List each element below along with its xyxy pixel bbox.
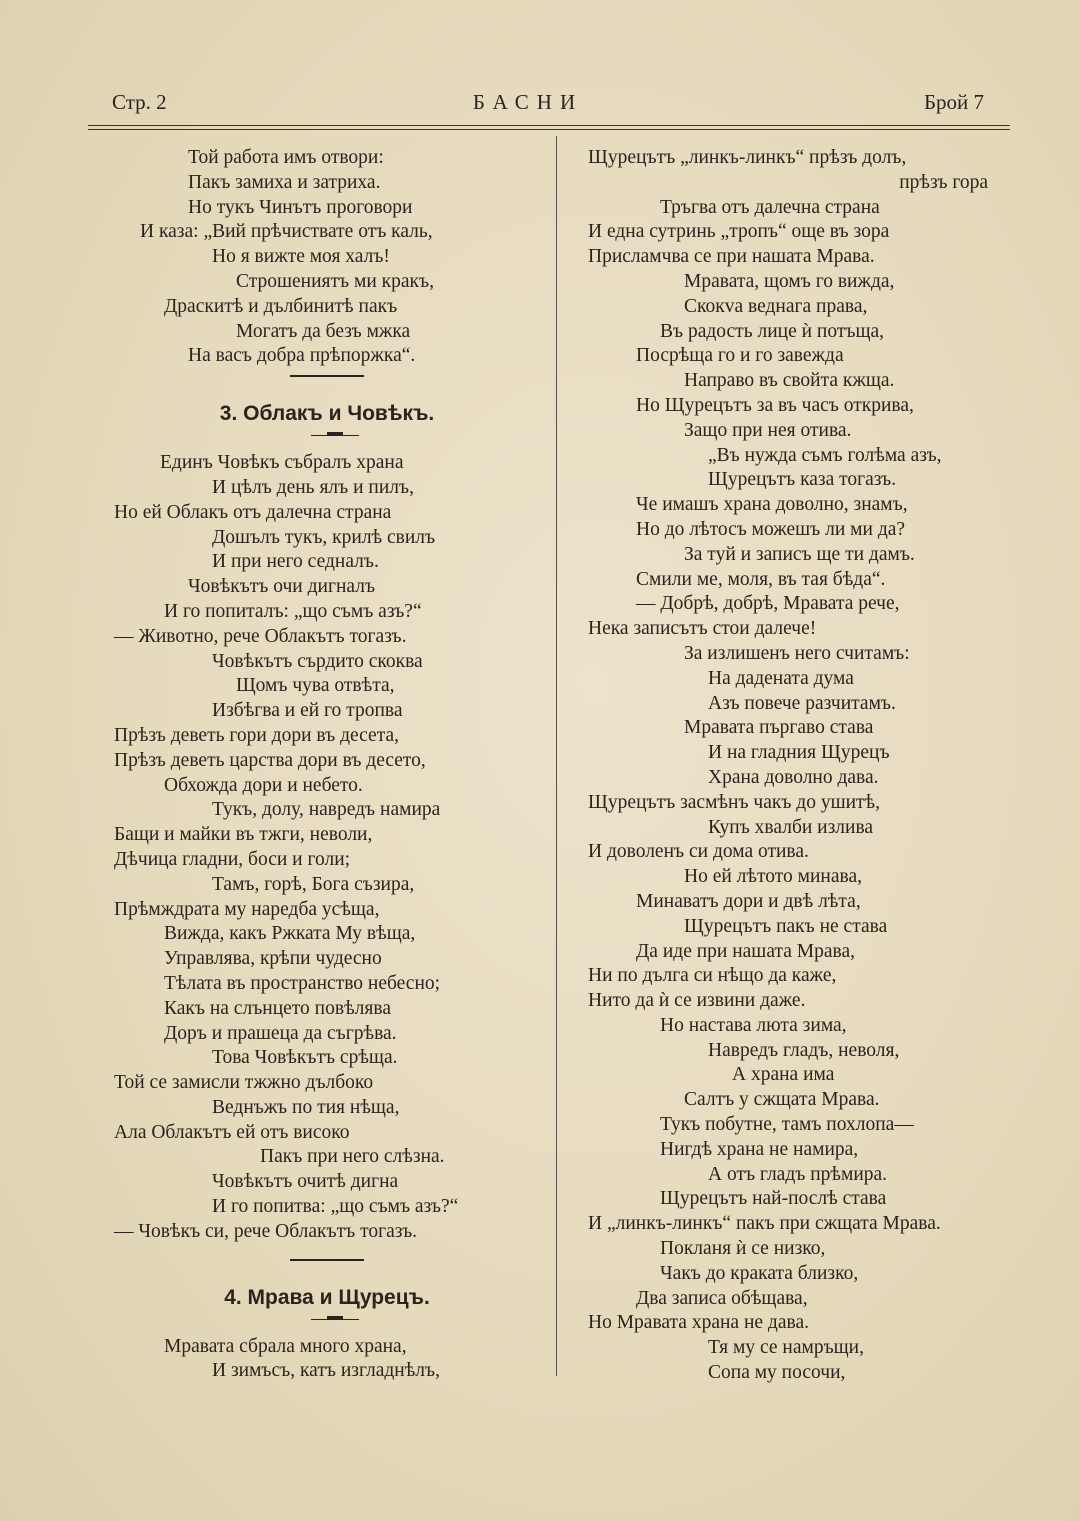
title-ornament [112,429,542,451]
poem-3-text [112,451,542,1245]
verse-line: Минаватъ дори и двѣ лѣта, [636,890,861,912]
verse-line: Обхожда дори и небето. [164,774,363,796]
page-header [112,90,984,122]
verse-line: Че имашъ храна доволно, знамъ, [636,494,908,516]
verse-line: Купъ хвалби излива [708,816,874,838]
verse-line: Нито да ѝ се извини даже. [588,990,806,1012]
verse-line: И при него седналъ. [212,551,379,573]
verse-line: — Човѣкъ си, рече Облакътъ тогазъ. [114,1220,418,1242]
verse-line: Нека записътъ стои далече! [588,618,817,640]
verse-line: Щурецътъ пакъ не става [684,915,888,937]
verse-line: Пакъ замиха и затриха. [188,171,381,193]
verse-line: Човѣкътъ очитѣ дигна [212,1171,399,1193]
verse-line: Тукъ, долу, навредъ намира [212,799,441,821]
verse-line: Два записа обѣщава, [636,1287,808,1309]
column-divider [556,136,557,1376]
verse-line: Драскитѣ и дълбинитѣ пакъ [164,295,398,317]
verse-line: Да иде при нашата Мрава, [636,940,855,962]
verse-line: Смили ме, моля, въ тая бѣда“. [636,568,886,590]
verse-line: Но до лѣтосъ можешъ ли ми да? [636,518,906,540]
section-separator [290,1259,364,1283]
verse-line: Сопа му посочи, [708,1362,846,1384]
verse-line: Той работа имъ отвори: [188,147,384,168]
verse-line: И зимъсъ, катъ изгладнѣлъ, [212,1360,440,1382]
verse-line: Щомъ чува отвѣта, [236,675,395,697]
verse-line: Посрѣща го и го завежда [636,345,844,367]
verse-line: Човѣкътъ сърдито скоква [212,650,423,672]
verse-line: Но Мравата храна не дава. [588,1312,809,1334]
right-column [588,146,988,1386]
verse-line: Вижда, какъ Ржката Му вѣща, [164,923,416,945]
verse-line: Но настава люта зима, [660,1014,847,1036]
verse-line: Щурецътъ най-послѣ става [660,1188,887,1210]
verse-line: Дѣчица гладни, боси и голи; [114,848,351,870]
verse-line: Прѣмждрата му наредба усѣща, [114,898,380,920]
verse-line: Навредъ гладъ, неволя, [708,1039,900,1061]
section-separator [290,375,364,399]
verse-line: Дошълъ тукъ, крилѣ свилъ [212,526,436,548]
issue-number: Брой 7 [923,90,984,114]
poem-4-text [588,146,988,1386]
verse-line: За туй и записъ ще ти дамъ. [684,543,915,565]
verse-line: Щурецътъ „линкъ-линкъ“ прѣзъ долъ, [588,147,907,168]
verse-line: Въ радость лице ѝ потъща, [660,320,884,342]
verse-line: Строшениятъ ми кракъ, [236,270,434,292]
verse-line: И доволенъ си дома отива. [588,841,809,863]
verse-line: Какъ на слънцето повѣлява [164,997,391,1019]
verse-line: Тукъ побутне, тамъ похлопа— [660,1114,914,1136]
verse-line: Мравата, щомъ го вижда, [684,270,895,292]
verse-line: Чакъ до краката близко, [660,1262,859,1284]
verse-line: На дадената дума [708,667,854,689]
verse-line: Щурецътъ засмѣнъ чакъ до ушитѣ, [588,791,881,813]
left-column [112,146,542,1384]
verse-line: Салтъ у сжщата Мрава. [684,1089,880,1111]
verse-line: Мравата пъргаво става [684,717,874,739]
verse-line: — Добрѣ, добрѣ, Мравата рече, [636,593,900,615]
verse-line: Азъ повече разчитамъ. [708,692,896,714]
verse-line: Присламчва се при нашата Мрава. [588,246,875,268]
header-rule [88,129,1010,130]
verse-line: А отъ гладъ прѣмира. [708,1163,888,1185]
verse-line: „Въ нужда съмъ голѣма азъ, [708,444,942,466]
poem-4-text-start [112,1335,542,1385]
verse-line: Скокva веднага права, [684,295,868,317]
verse-line: прѣзъ гора [899,171,988,193]
verse-line: Бащи и майки въ тжги, неволи, [114,824,373,846]
verse-line: Единъ Човѣкъ събралъ храна [160,452,404,474]
verse-line: Покланя ѝ се низко, [660,1238,826,1260]
verse-line: И го попитва: „що съмъ азъ?“ [212,1196,459,1218]
verse-line: И каза: „Вий прѣчиствате отъ каль, [140,221,433,243]
verse-line: Щурецътъ каза тогазъ. [708,469,897,491]
verse-line: Избѣгва и ей го тропва [212,700,403,722]
verse-line: Човѣкътъ очи дигналъ [188,576,376,598]
verse-line: Прѣзъ деветь гори дори въ десета, [114,724,399,746]
header-rule [88,125,1010,126]
verse-line: Но ей Облакъ отъ далечна страна [114,501,392,523]
poem-title-3: 3. Облакъ и Човѣкъ. [219,402,435,426]
verse-line: Могатъ да безъ мжка [236,320,411,342]
verse-line: — Животно, рече Облакътъ тогазъ. [114,625,407,647]
verse-line: И „линкъ-линкъ“ пакъ при сжщата Мрава. [588,1213,941,1235]
verse-line: Доръ и прашеца да съгрѣва. [164,1022,397,1044]
verse-line: Направо въ свойта кжща. [684,370,895,392]
verse-line: Това Човѣкътъ срѣща. [212,1047,398,1069]
verse-line: Той се замисли тжжно дълбоко [114,1072,374,1094]
verse-line: Но Щурецътъ за въ часъ открива, [636,394,914,416]
verse-line: Управлява, крѣпи чудесно [164,948,382,970]
verse-line: Нигдѣ храна не намира, [660,1138,859,1160]
verse-line: На васъ добра прѣпоржка“. [188,345,416,367]
verse-line: Прѣзъ деветь царства дори въ десето, [114,749,426,771]
verse-line: Ни по дълга си нѣщо да каже, [588,965,837,987]
verse-line: Пакъ при него слѣзна. [260,1146,445,1168]
poem-ending [112,146,542,369]
verse-line: Но я вижте моя халъ! [212,246,390,268]
verse-line: Но ей лѣтото минава, [684,866,862,888]
verse-line: И на гладния Щурецъ [708,742,890,764]
verse-line: Мравата сбрала много храна, [164,1335,407,1357]
verse-line: Храна доволно дава. [708,766,879,788]
verse-line: И го попиталъ: „що съмъ азъ?“ [164,600,422,622]
verse-line: Тѣлата въ пространство небесно; [164,972,441,994]
title-ornament [112,1313,542,1335]
verse-line: Тамъ, горѣ, Бога съзира, [212,873,415,895]
verse-line: Веднъжъ по тия нѣща, [212,1096,400,1118]
poem-title-4: 4. Мрава и Щурецъ. [224,1285,430,1309]
publication-title: БАСНИ [472,90,584,114]
verse-line: Тръгва отъ далечна страна [660,196,880,218]
verse-line: Но тукъ Чинътъ проговори [188,196,413,218]
verse-line: Ала Облакътъ ей отъ високо [114,1121,350,1143]
verse-line: И една сутринь „тропъ“ още въ зора [588,221,890,243]
verse-line: А храна има [732,1064,835,1086]
verse-line: И цѣлъ день ялъ и пилъ, [212,476,414,498]
verse-line: За излишенъ него считамъ: [684,642,910,664]
verse-line: Защо при нея отива. [684,419,852,441]
page-number: Стр. 2 [112,90,167,114]
verse-line: Тя му се намръщи, [708,1337,864,1359]
